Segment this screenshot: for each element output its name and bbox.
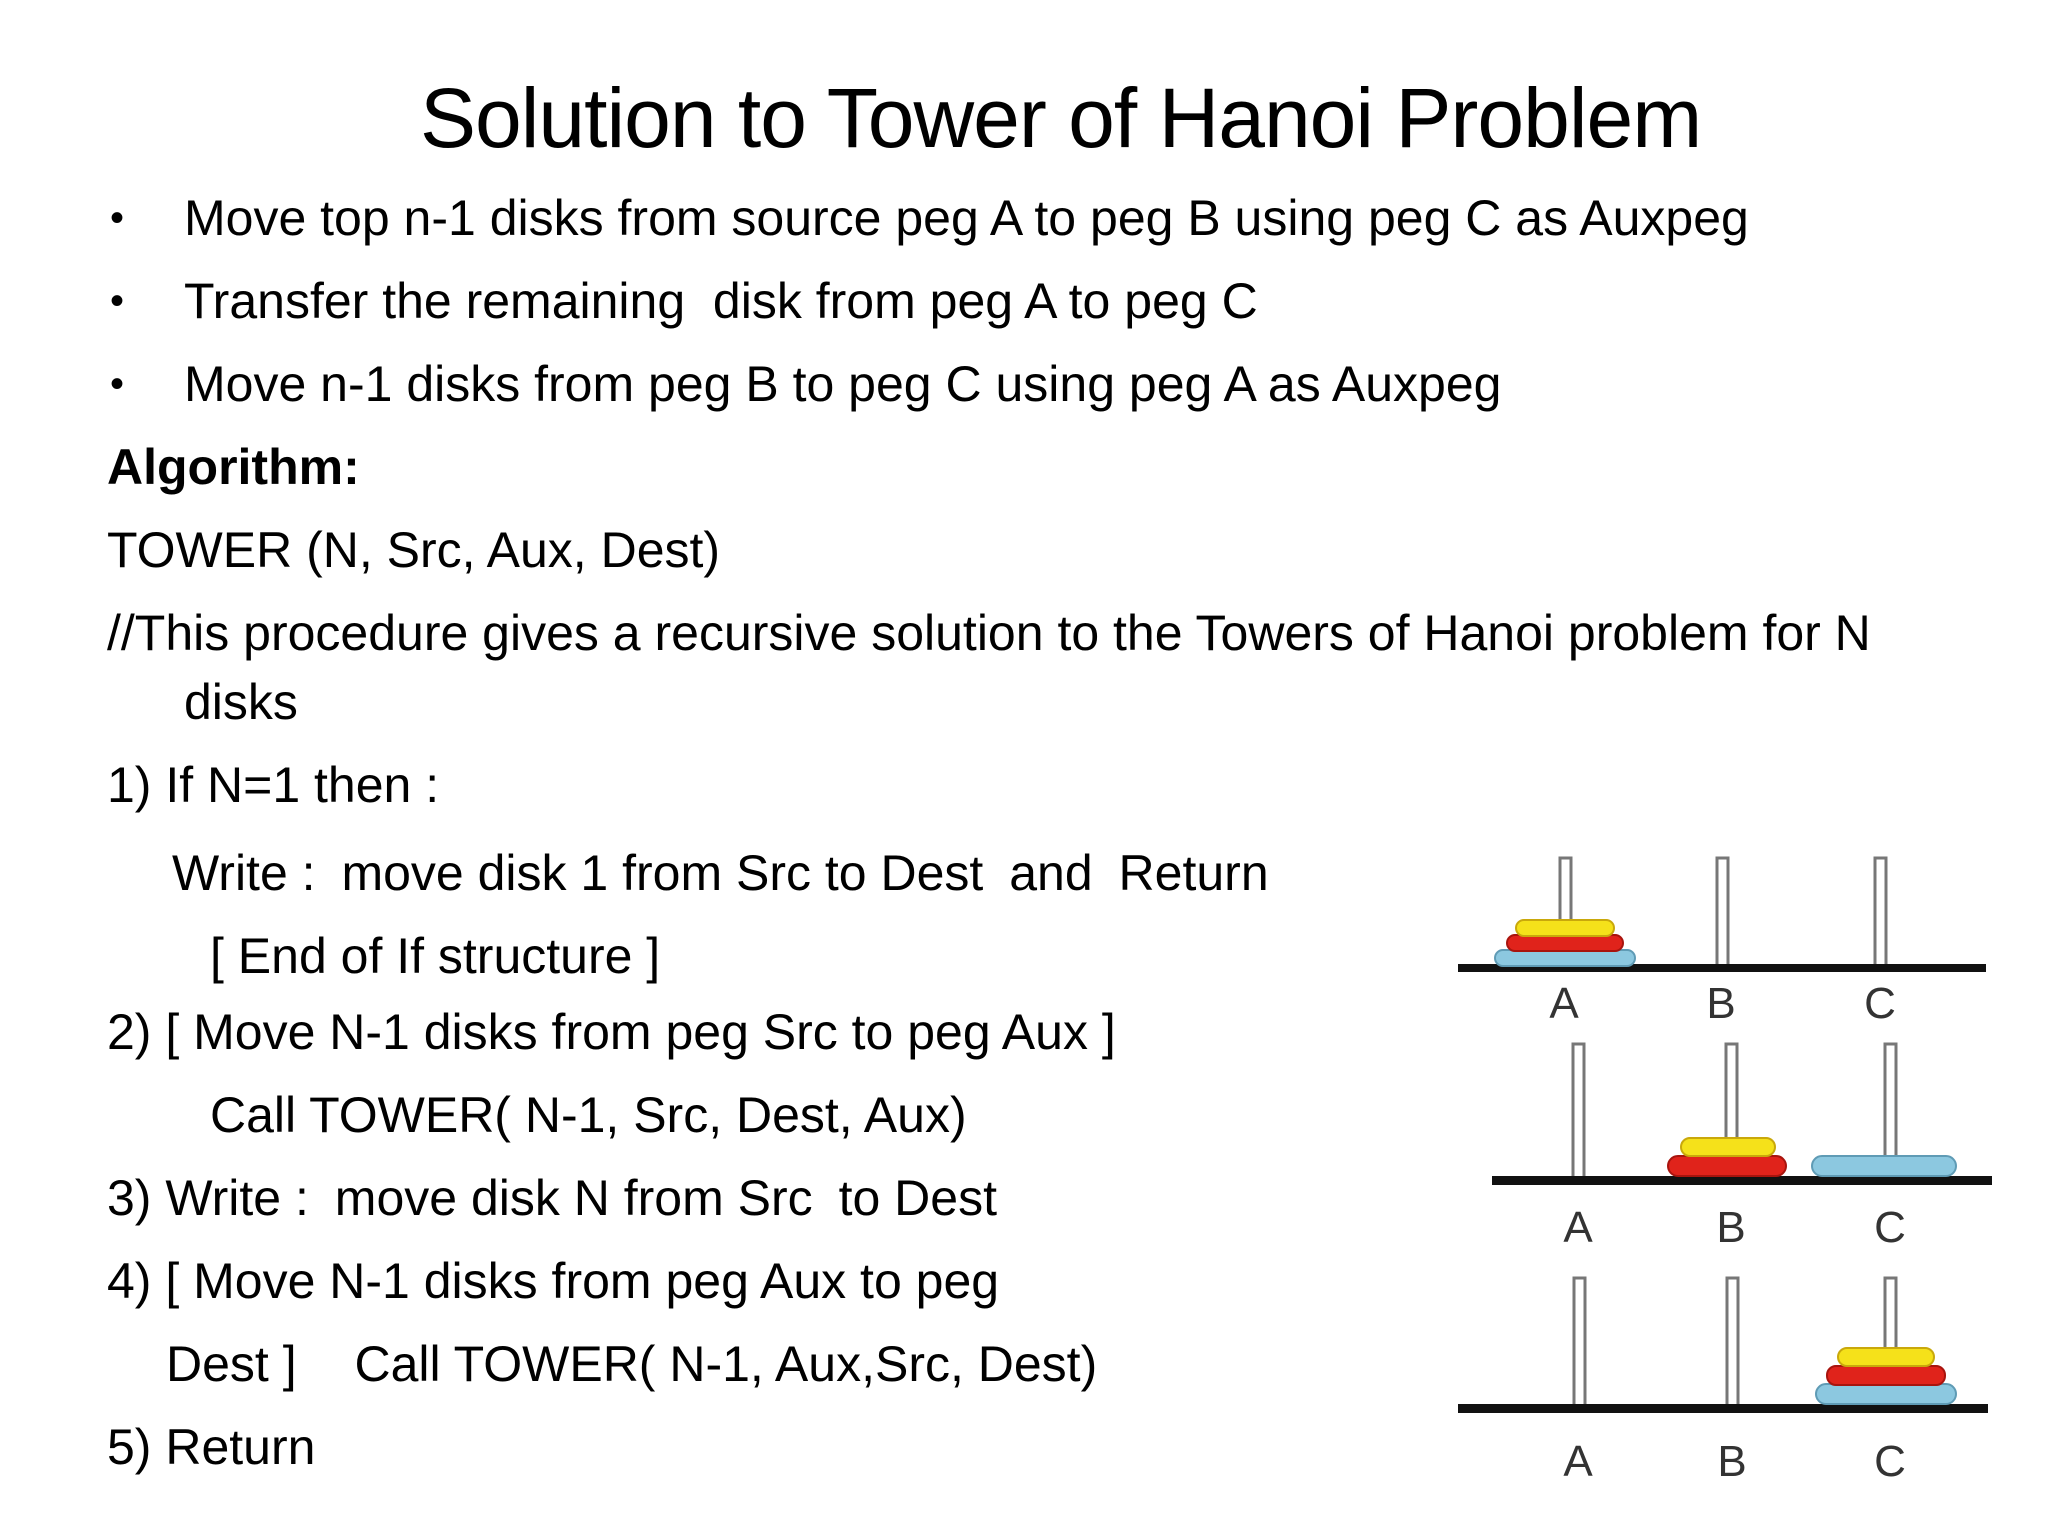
disk-small xyxy=(1681,1138,1775,1156)
step-1-write-keyword: Write : xyxy=(172,845,316,901)
algorithm-comment: //This procedure gives a recursive solution to the Towers of Hanoi problem for N xyxy=(107,605,1871,661)
step-2: 2) [ Move N-1 disks from peg Src to peg Aux ] xyxy=(107,1004,1116,1060)
step-1-write xyxy=(172,843,1269,903)
base xyxy=(1458,1404,1988,1413)
base xyxy=(1492,1176,1992,1185)
disk-medium xyxy=(1507,935,1623,951)
peg-a xyxy=(1574,1278,1585,1408)
peg-label-c: C xyxy=(1874,1203,1906,1252)
peg-a xyxy=(1573,1044,1584,1180)
bullet-dot: • xyxy=(110,362,125,406)
bullet-item: Move n-1 disks from peg B to peg C using peg A as Auxpeg xyxy=(184,356,1502,412)
hanoi-stage-final xyxy=(1458,1278,1988,1486)
hanoi-diagram-svg xyxy=(1458,850,2000,1510)
step-1: 1) If N=1 then : xyxy=(107,757,440,813)
step-2-call: Call TOWER( N-1, Src, Dest, Aux) xyxy=(210,1087,967,1143)
hanoi-stage-middle xyxy=(1492,1044,1992,1252)
bullet-dot: • xyxy=(110,279,125,323)
peg-b xyxy=(1717,858,1728,968)
step-1-end: [ End of If structure ] xyxy=(210,928,661,984)
peg-label-b: B xyxy=(1717,1437,1747,1486)
disk-small xyxy=(1838,1348,1934,1366)
peg-label-a: A xyxy=(1563,1437,1593,1486)
step-1-write-and: and xyxy=(1009,845,1093,901)
step-1-write-return: Return xyxy=(1118,845,1269,901)
peg-c xyxy=(1875,858,1886,968)
step-3-write: 3) Write : xyxy=(107,1170,309,1226)
peg-b xyxy=(1727,1278,1738,1408)
bullet-dot: • xyxy=(110,196,125,240)
peg-label-a: A xyxy=(1549,979,1579,1028)
peg-label-a: A xyxy=(1563,1203,1593,1252)
disk-large xyxy=(1495,950,1635,966)
bullet-item: Transfer the remaining disk from peg A to peg C xyxy=(184,273,1258,329)
disk-medium xyxy=(1827,1366,1945,1385)
peg-label-c: C xyxy=(1874,1437,1906,1486)
algorithm-comment-continued: disks xyxy=(184,674,298,730)
bullet-item: Move top n-1 disks from source peg A to peg B using peg C as Auxpeg xyxy=(184,190,1749,246)
step-4-continued xyxy=(166,1334,1097,1394)
hanoi-diagram xyxy=(1458,850,2000,1510)
step-5: 5) Return xyxy=(107,1419,316,1475)
step-1-write-text: move disk 1 from Src to Dest xyxy=(341,845,984,901)
disk-large xyxy=(1816,1384,1956,1404)
algorithm-signature: TOWER (N, Src, Aux, Dest) xyxy=(107,522,721,578)
step-3-text: move disk N from Src xyxy=(334,1170,813,1226)
step-3 xyxy=(107,1168,997,1228)
peg-label-c: C xyxy=(1864,979,1896,1028)
hanoi-stage-initial xyxy=(1458,858,1986,1028)
disk-medium xyxy=(1668,1156,1786,1176)
step-3-dest: to Dest xyxy=(838,1170,997,1226)
peg-label-b: B xyxy=(1716,1203,1746,1252)
algorithm-heading: Algorithm: xyxy=(107,439,360,495)
peg-label-b: B xyxy=(1706,979,1736,1028)
step-4-call: Call TOWER( N-1, Aux,Src, Dest) xyxy=(354,1336,1098,1392)
disk-large xyxy=(1812,1156,1956,1176)
step-4: 4) [ Move N-1 disks from peg Aux to peg xyxy=(107,1253,1000,1309)
disk-small xyxy=(1516,920,1614,936)
step-4-dest: Dest ] xyxy=(166,1336,297,1392)
slide-title: Solution to Tower of Hanoi Problem xyxy=(420,71,1702,165)
